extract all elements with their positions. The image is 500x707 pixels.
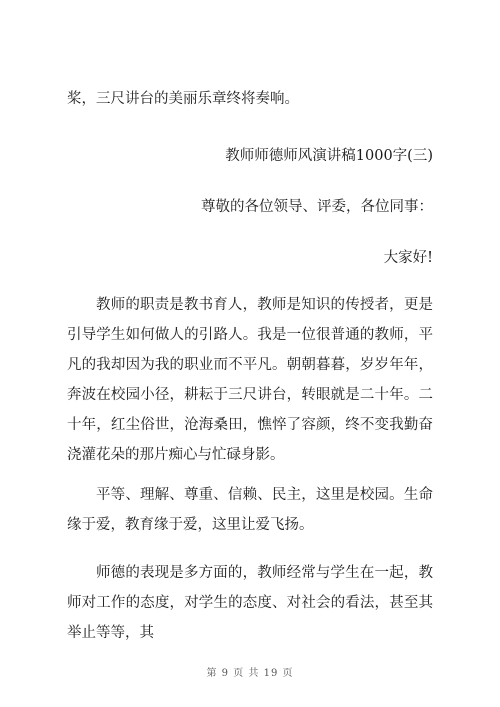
document-title: 教师师德师风演讲稿1000字(三) bbox=[225, 148, 433, 164]
page-number-footer: 第 9 页 共 19 页 bbox=[206, 668, 294, 679]
greeting: 大家好! bbox=[383, 250, 433, 266]
paragraph-3: 师德的表现是多方面的，教师经常与学生在一起，教师对工作的态度，对学生的态度、对社会的看法，甚至其举止等等，其 bbox=[67, 565, 433, 641]
paragraph-1: 教师的职责是教书育人，教师是知识的传授者，更是引导学生如何做人的引路人。我是一位很普通的教师，平凡的我却因为我的职业而不平凡。朝朝暮暮，岁岁年年，奔波在校园小径，耕耘于三尺讲台，转眼就是二十年。二十年，红尘俗世，沧海桑田，憔悴了容颜，终不变我勤奋浇灌花朵的那片痴心与忙碌身影。 bbox=[67, 297, 433, 463]
salutation: 尊敬的各位领导、评委，各位同事： bbox=[201, 199, 433, 215]
paragraph-2: 平等、理解、尊重、信赖、民主，这里是校园。生命缘于爱，教育缘于爱，这里让爱飞扬。 bbox=[67, 487, 433, 533]
continuation-line: 桨，三尺讲台的美丽乐章终将奏响。 bbox=[67, 91, 299, 107]
